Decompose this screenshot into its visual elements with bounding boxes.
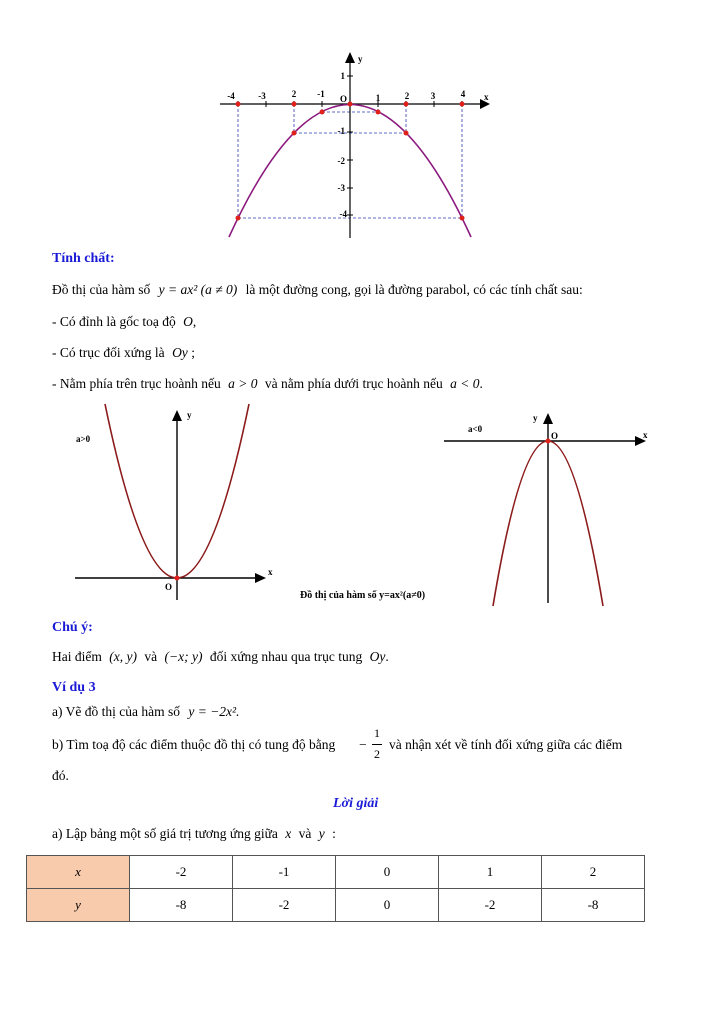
origin-label: O [340,94,348,104]
property-text: - Nằm phía trên trục hoành nếu [52,376,221,391]
x-tick-label: -3 [258,91,266,101]
fraction-minus: − [359,737,367,752]
intro-formula: y = ax² (a ≠ 0) [158,282,238,297]
y-tick-label: -3 [337,183,345,193]
left-x-label: x [268,567,273,577]
graph-point [292,131,297,136]
solution-var: y [318,826,325,841]
fraction-minus-half [359,728,389,764]
note-point-b: (−x; y) [164,649,203,664]
example-part-a [52,703,239,721]
y-tick-label: 1 [340,71,345,81]
y-axis-arrow [345,52,355,63]
left-condition-label: a>0 [76,434,91,444]
table-cell: -8 [542,889,645,922]
x-tick-label: -4 [227,91,235,101]
example-heading: Ví dụ 3 [52,680,96,695]
note-part: và [144,649,158,664]
intro-before: Đồ thị của hàm số [52,282,151,297]
fraction-denominator: 2 [374,747,380,761]
row-header-x: x [27,856,130,889]
property-item [52,313,196,331]
figure-caption: Đồ thị của hàm số y=ax²(a≠0) [300,590,426,601]
x-tick-label: -1 [317,89,325,99]
x-tick-label: 4 [460,89,466,99]
x-tick-label: 1 [375,93,381,103]
property-text: - Có đỉnh là gốc toạ độ [52,314,176,329]
x-tick-label: 2 [404,91,410,101]
property-punct: . [479,376,483,391]
property-punct: , [192,314,197,329]
left-origin-label: O [165,582,173,592]
example-text: và nhận xét về tính đối xứng giữa các điểm [389,737,623,752]
graph-point [404,102,409,107]
graph-point [236,216,241,221]
note-part: Hai điểm [52,649,102,664]
example-text: đó. [52,768,69,783]
table-cell: -1 [233,856,336,889]
note-text [52,648,389,666]
example-part-b [52,736,335,754]
right-condition-label: a<0 [468,424,483,434]
x-axis-label: x [484,92,489,102]
property-math: a > 0 [228,376,258,391]
property-text: - Có trục đối xứng là [52,345,165,360]
property-text: và nằm phía dưới trục hoành nếu [264,376,443,391]
graph-point [404,131,409,136]
solution-text: a) Lập bảng một số giá trị tương ứng giữa [52,826,278,841]
note-heading: Chú ý: [52,620,93,635]
graph-point [460,102,465,107]
values-table [26,855,645,922]
solution-part-a [52,825,336,843]
table-row [27,889,645,922]
left-y-label: y [187,410,192,420]
table-cell: 2 [542,856,645,889]
graph-point [292,102,297,107]
note-part: đối xứng nhau qua trục tung [209,649,363,664]
fraction-numerator: 1 [374,726,380,740]
table-cell: -2 [439,889,542,922]
graph-point [320,110,325,115]
property-punct: ; [191,345,195,360]
table-cell: -8 [130,889,233,922]
left-origin-point [175,576,180,581]
intro-after: là một đường cong, gọi là đường parabol, có các tính chất sau: [245,282,583,297]
right-origin-label: O [551,431,559,441]
note-point-a: (x, y) [109,649,137,664]
property-item [52,375,483,393]
right-x-label: x [643,430,648,440]
table-cell: -2 [130,856,233,889]
y-tick-label: -1 [337,126,345,136]
table-cell: 0 [336,856,439,889]
example-formula: y = −2x². [188,704,240,719]
left-y-axis-arrow [172,410,182,421]
solution-text: và [298,826,312,841]
table-cell: -2 [233,889,336,922]
property-item [52,344,195,362]
graph-point [460,216,465,221]
x-tick-label: 3 [430,91,436,101]
solution-var: x [285,826,292,841]
x-tick-label: 2 [291,89,297,99]
example-part-b-end [52,767,69,785]
properties-intro [52,281,583,299]
property-math: a < 0 [450,376,480,391]
solution-heading: Lời giải [333,796,379,811]
parabola-shapes-figure [0,400,725,610]
property-math: O [183,314,193,329]
graph-point [376,110,381,115]
properties-heading: Tính chất: [52,251,115,266]
graph-point [348,102,353,107]
table-cell: 1 [439,856,542,889]
y-tick-label: -4 [339,209,347,219]
parabola-graph-example [0,0,725,245]
graph-point [236,102,241,107]
y-axis-label: y [358,54,363,64]
table-row [27,856,645,889]
example-text: b) Tìm toạ độ các điểm thuộc đồ thị có tung độ bằng [52,737,336,752]
property-math: Oy [172,345,188,360]
right-y-axis-arrow [543,413,553,424]
right-origin-point [546,439,551,444]
example-text: a) Vẽ đồ thị của hàm số [52,704,180,719]
left-x-axis-arrow [255,573,266,583]
note-axis: Oy [369,649,386,664]
y-tick-label: -2 [337,156,345,166]
example-part-b-cont [389,736,622,754]
right-y-label: y [533,413,538,423]
note-punct: . [385,649,389,664]
table-cell: 0 [336,889,439,922]
row-header-y: y [27,889,130,922]
solution-punct: : [332,826,336,841]
